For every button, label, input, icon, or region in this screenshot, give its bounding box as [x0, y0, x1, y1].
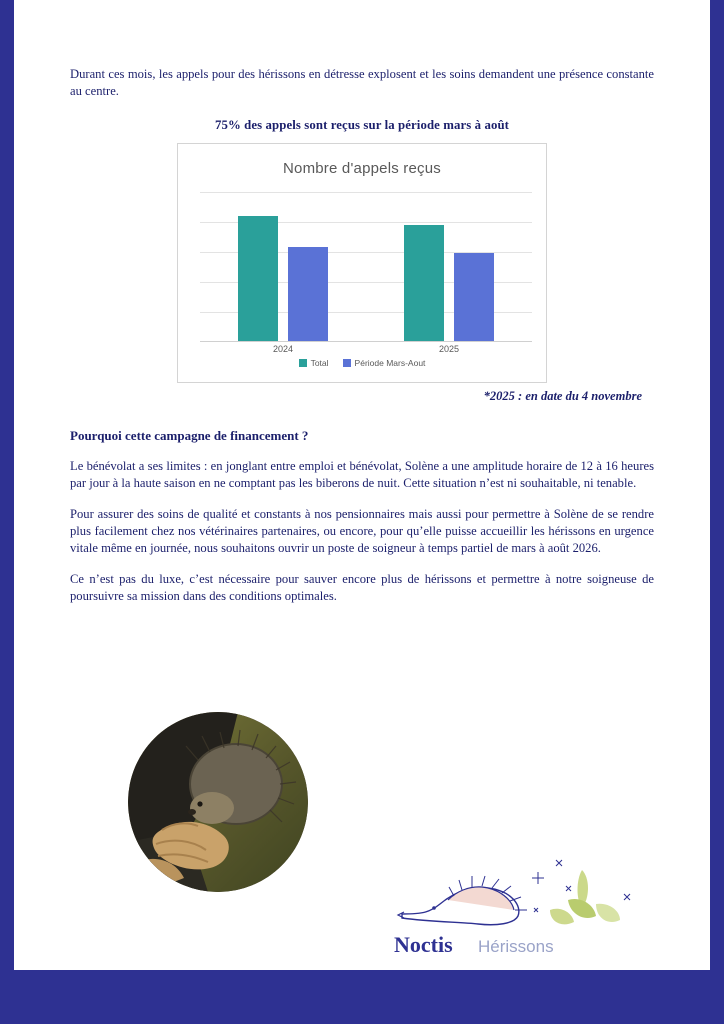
logo-hedgehog-icon — [398, 876, 527, 925]
paragraph-2: Pour assurer des soins de qualité et constants à nos pensionnaires mais aussi pour permettre à Solène de se rendre plus facilement chez nos vétérinaires partenaires, ou encore, pour qu’elle puisse accueillir les hérissons en urgence vitale même en journée, nous souhaitons ouvrir un poste de soigneur à temps partiel de mars à août 2026. — [70, 507, 654, 555]
paragraph-3: Ce n’est pas du luxe, c’est nécessaire pour sauver encore plus de hérissons et permettre à notre soigneuse de poursuivre sa mission dans des conditions optimales. — [70, 572, 654, 603]
calls-bar-chart — [177, 143, 547, 383]
bar-period-2025 — [454, 253, 494, 341]
hedgehog-photo — [128, 712, 308, 892]
chart-legend — [178, 358, 546, 368]
paragraph-1: Le bénévolat a ses limites : en jonglant entre emploi et bénévolat, Solène a une amplitude horaire de 12 à 16 heures par jour à la haute saison en ne comptant pas les biberons de nuit. Cette situation n’est ni souhaitable, ni tenable. — [70, 459, 654, 490]
bar-group-2025 — [379, 192, 519, 341]
chart-caption: 75% des appels sont reçus sur la période mars à août — [214, 118, 510, 132]
intro-paragraph: Durant ces mois, les appels pour des hérissons en détresse explosent et les soins demandent une présence constante au centre. — [70, 67, 654, 98]
chart-footnote: *2025 : en date du 4 novembre — [483, 389, 642, 403]
logo-illustration — [390, 852, 670, 962]
x-tick-2024: 2024 — [272, 344, 294, 354]
right-margin-bar — [710, 0, 724, 1024]
chart-x-tick-labels — [200, 344, 532, 354]
left-margin-bar — [0, 0, 14, 1024]
legend-item-total — [299, 358, 329, 368]
document-content — [70, 66, 654, 619]
chart-title: Nombre d'appels reçus — [283, 160, 441, 177]
bottom-footer-bar — [0, 970, 724, 1024]
logo-foliage-icon — [532, 860, 630, 924]
legend-label-period: Période Mars-Aout — [354, 358, 426, 368]
bar-group-2024 — [213, 192, 353, 341]
legend-swatch-total-icon — [299, 359, 307, 367]
bar-period-2024 — [288, 247, 328, 341]
section-title: Pourquoi cette campagne de financement ? — [70, 428, 309, 443]
x-axis-line — [200, 341, 532, 342]
logo-subtitle: Hérissons — [478, 937, 554, 956]
noctis-herissons-logo — [390, 852, 670, 962]
legend-item-period — [343, 358, 426, 368]
logo-name: Noctis — [394, 932, 453, 957]
x-tick-2025: 2025 — [438, 344, 460, 354]
legend-label-total: Total — [310, 358, 329, 368]
chart-bars — [200, 192, 532, 341]
chart-plot-area — [200, 192, 532, 342]
legend-swatch-period-icon — [343, 359, 351, 367]
hedgehog-photo-illustration — [128, 712, 308, 892]
bar-total-2025 — [404, 225, 444, 341]
bar-total-2024 — [238, 216, 278, 341]
